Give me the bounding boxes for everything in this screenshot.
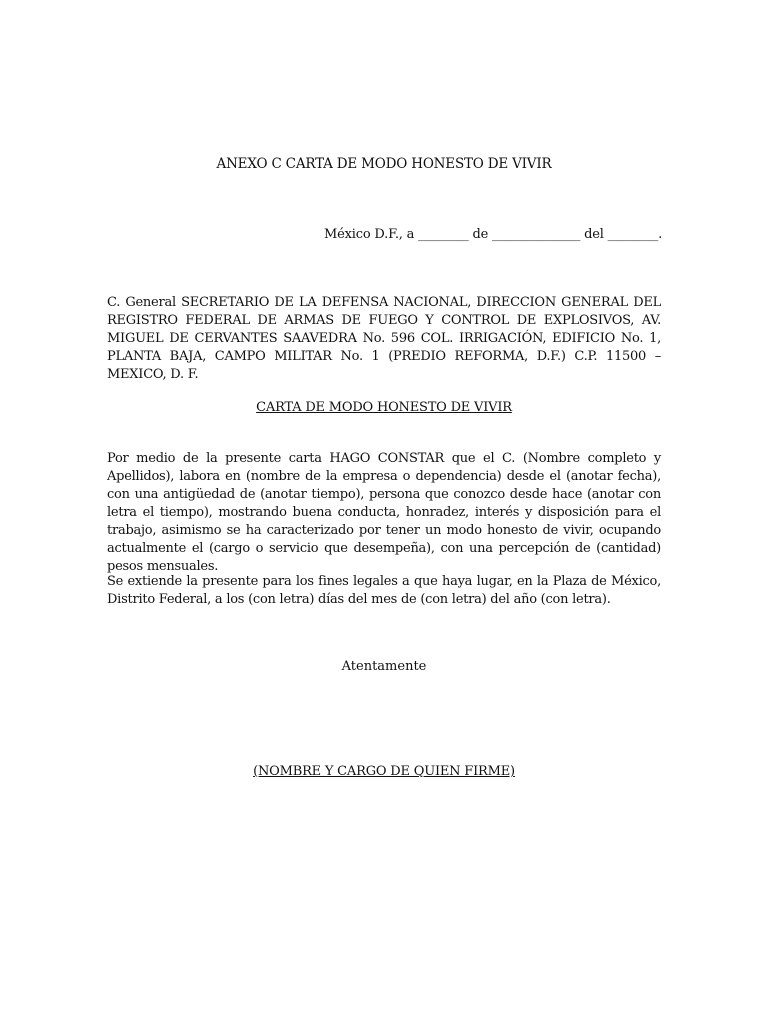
addressee-block: C. General SECRETARIO DE LA DEFENSA NACIONAL, DIRECCION GENERAL DEL REGISTRO FEDERAL DE ARMAS DE FUEGO Y CONTROL DE EXPLOSIVOS, AV. MIGUEL DE CERVANTES SAAVEDRA No. 596 COL. IRRIGACIÓN, EDIFICIO No. 1, PLANTA BAJA, CAMPO MILITAR No. 1 (PREDIO REFORMA, D.F.) C.P. 11500 – MEXICO, D. F.: [107, 295, 661, 382]
closing-salutation: Atentamente: [341, 659, 427, 674]
letter-subtitle-text: CARTA DE MODO HONESTO DE VIVIR: [256, 400, 512, 415]
signature-placeholder-text: (NOMBRE Y CARGO DE QUIEN FIRME): [253, 764, 515, 779]
document-title: ANEXO C CARTA DE MODO HONESTO DE VIVIR: [216, 156, 552, 172]
date-line: México D.F., a ________ de ______________ del ________.: [324, 227, 662, 242]
signature-placeholder: [0, 764, 768, 779]
body-paragraph-1: Por medio de la presente carta HAGO CONSTAR que el C. (Nombre completo y Apellidos), labora en (nombre de la empresa o dependencia) desde el (anotar fecha), con una antigüedad de (anotar tiempo), persona que conozco desde hace (anotar con letra el tiempo), mostrando buena conducta, honradez, interés y disposición para el trabajo, asimismo se ha caracterizado por tener un modo honesto de vivir, ocupando actualmente el (cargo o servicio que desempeña), con una percepción de (cantidad) pesos mensuales.: [107, 451, 661, 574]
letter-subtitle: [0, 400, 768, 415]
body-paragraph-2: Se extiende la presente para los fines legales a que haya lugar, en la Plaza de México, Distrito Federal, a los (con letra) días del mes de (con letra) del año (con letra).: [107, 574, 661, 607]
